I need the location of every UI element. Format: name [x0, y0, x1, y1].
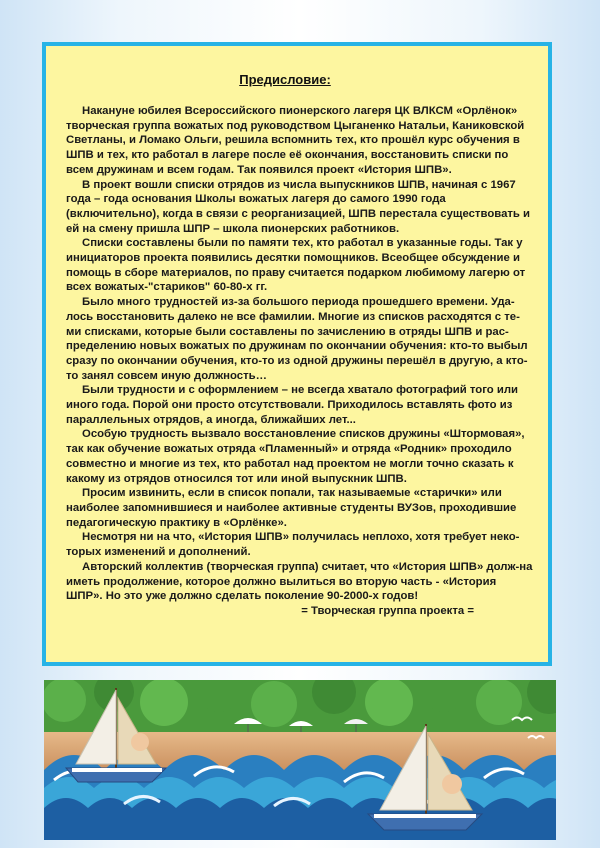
paragraph-5: Были трудности и с оформлением – не всегда хватало фотографий того или иного года. Порой они просто отсутствовали. Приходилось вставлять фото из параллельных отрядов, а иногда, ближайших лет...: [66, 384, 519, 426]
sea-scene: [44, 680, 556, 840]
paragraph-9: Авторский коллектив (творческая группа) считает, что «История ШПВ» долж-на иметь продолжение, которое должно вылиться во вторую часть - «История ШПР». Но это уже должно сделать поколение 90-2000-х годов!: [66, 560, 533, 603]
paragraph-3: Списки составлены были по памяти тех, кто работал в указанные годы. Так у инициаторов проекта появились десятки помощников. Всеобщее обсуждение и помощь в сборе материалов, по праву считается подарком любимому лагерю от всех вожатых-"стариков" 60-80-х гг.: [66, 237, 526, 294]
paragraph-7: Просим извинить, если в список попали, так называемые «старички» или наиболее запомнившиеся и наиболее активные студенты ВУЗов, проходившие педагогическую практику в «Орлёнке».: [66, 487, 517, 529]
paragraph-8: Несмотря ни на что, «История ШПВ» получилась неплохо, хотя требует неко-торых изменений и дополнений.: [66, 531, 520, 559]
paragraph-6: Особую трудность вызвало восстановление списков дружины «Штормовая», так как обучение вожатых отряда «Пламенный» и отряда «Родник» проходило совместно и многие из тех, кто работал над проектом не могли точно сказать к какому из отрядов относился тот или иной выпускник ШПВ.: [66, 428, 525, 485]
paragraph-4: Было много трудностей из-за большого периода прошедшего времени. Уда-лось восстановить далеко не все фамилии. Многие из списков расходятся с те-ми списками, которые были составлены по зачислению в отряды ШПВ и рас-пределению новых вожатых по дружинам по окончании обучения: кто-то выбыл сразу по окончании обучения, кто-то из одной дружины перешёл в другую, а кто-то занял совсем иную должность…: [66, 296, 528, 382]
sea-illustration: [44, 680, 556, 840]
signature: = Творческая группа проекта =: [301, 604, 474, 617]
paragraph-1: Накануне юбилея Всероссийского пионерского лагеря ЦК ВЛКСМ «Орлёнок» творческая группа вожатых под руководством Цыганенко Натальи, Каниковской Светланы, и Ломако Ольги, решила вспомнить тех, кто прошёл курс обучения в ШПВ и тех, кто работал в лагере после её окончания, восстановить списки по всем дружинам и всем годам. Так появился проект «История ШПВ».: [66, 105, 525, 176]
paragraph-2: В проект вошли списки отрядов из числа выпускников ШПВ, начиная с 1967 года – года основания Школы вожатых лагеря до самого 1990 года (включительно), когда в связи с реорганизацией, ШПВ перестала существовать и ей на смену пришла ШПР – школа пионерских работников.: [66, 178, 531, 235]
preface-panel: [42, 42, 552, 666]
page-title: Предисловие:: [239, 72, 331, 87]
